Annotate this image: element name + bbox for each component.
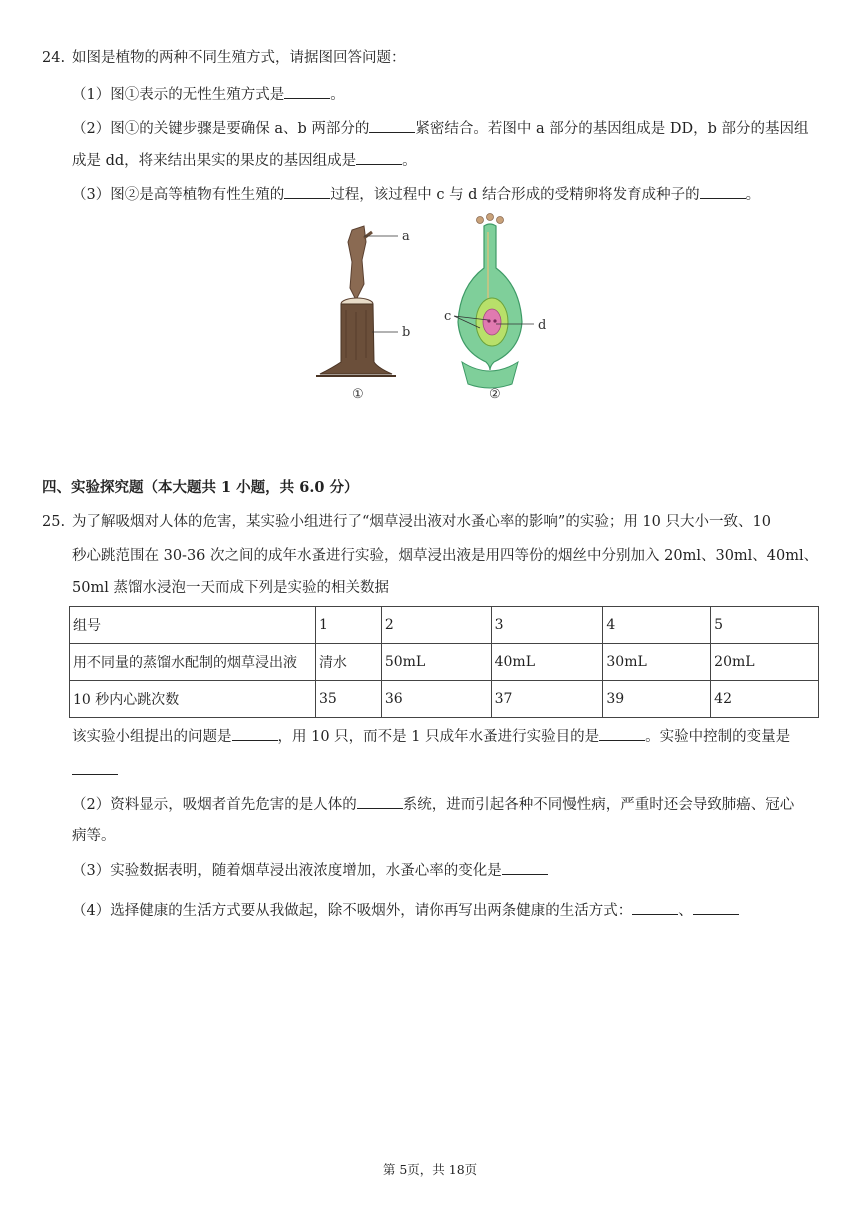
rootstock-illustration [316,298,396,376]
q24-p3-text-a: （3）图②是高等植物有性生殖的 [72,187,285,203]
answer-blank[interactable] [356,150,402,165]
table-cell: 用不同量的蒸馏水配制的烟草浸出液 [70,644,316,681]
table-row [70,644,819,681]
answer-blank[interactable] [700,184,746,199]
question-25-part1-blank-line [72,760,118,781]
section-title: 四、实验探究题（本大题共 1 小题，共 6.0 分） [42,479,359,496]
scion-illustration [348,226,372,300]
answer-blank[interactable] [693,900,739,915]
label-b: b [402,325,411,340]
table-cell: 5 [711,607,819,644]
answer-blank[interactable] [502,860,548,875]
question-25-line2: 秒心跳范围在 30-36 次之间的成年水蚤进行实验，烟草浸出液是用四等份的烟丝中分别加入 20ml、30ml、40ml、 [72,548,819,564]
caption-1: ① [352,387,364,402]
question-25-line3: 50ml 蒸馏水浸泡一天而成下列是实验的相关数据 [72,580,389,596]
table-cell: 39 [603,681,711,718]
caption-2: ② [489,387,501,402]
q25-p1-text-c: 。实验中控制的变量是 [645,729,791,745]
q24-p2-text-c: 成是 dd，将来结出果实的果皮的基因组成是 [72,153,357,169]
page-footer: 第 5页，共 18页 [382,1162,478,1177]
question-25-part2 [72,794,794,815]
question-25-line1: 为了解吸烟对人体的危害，某实验小组进行了“烟草浸出液对水蚤心率的影响”的实验；用 10 只大小一致、10 [72,514,771,530]
question-25-part3 [72,860,548,881]
question-24-part1 [72,84,345,105]
table-cell: 组号 [70,607,316,644]
table-cell: 30mL [603,644,711,681]
q24-p3-text-b: 过程，该过程中 c 与 d 结合形成的受精卵将发育成种子的 [330,187,700,203]
q24-p2-text-a: （2）图①的关键步骤是要确保 a、b 两部分的 [72,121,370,137]
q25-p2-text-a: （2）资料显示，吸烟者首先危害的是人体的 [72,797,357,813]
table-cell: 清水 [315,644,381,681]
table-cell: 1 [315,607,381,644]
table-row [70,681,819,718]
answer-blank[interactable] [284,184,330,199]
q25-p1-text-b: ，用 10 只，而不是 1 只成年水蚤进行实验目的是 [277,729,600,745]
q24-p3-end: 。 [745,187,761,203]
q24-p2-text-b: 紧密结合。若图中 a 部分的基因组成是 DD，b 部分的基因组 [415,121,809,137]
answer-blank[interactable] [284,84,330,99]
question-24-number: 24. [42,50,66,66]
answer-blank[interactable] [369,118,415,133]
table-cell: 37 [491,681,603,718]
figure-illustration [312,212,562,408]
q24-p1-text: （1）图①表示的无性生殖方式是 [72,87,285,103]
table-cell: 50mL [381,644,491,681]
experiment-data-table [69,606,819,718]
table-cell: 20mL [711,644,819,681]
answer-blank[interactable] [632,900,678,915]
table-cell: 42 [711,681,819,718]
question-25-part4 [72,900,739,921]
plant-reproduction-figure [312,212,562,408]
table-cell: 2 [381,607,491,644]
table-cell: 3 [491,607,603,644]
q25-p4-text: （4）选择健康的生活方式要从我做起，除不吸烟外，请你再写出两条健康的生活方式： [72,903,633,919]
question-24-stem: 如图是植物的两种不同生殖方式，请据图回答问题： [72,50,406,66]
q25-p1-text-a: 该实验小组提出的问题是 [72,729,232,745]
question-24-part2-cont [72,150,417,171]
table-cell: 10 秒内心跳次数 [70,681,316,718]
q24-p2-end: 。 [402,153,417,169]
question-25-number: 25. [42,514,66,530]
table-cell: 36 [381,681,491,718]
table-cell: 4 [603,607,711,644]
answer-blank[interactable] [232,726,278,741]
answer-blank[interactable] [72,760,118,775]
table-row [70,607,819,644]
pistil-illustration [458,214,522,389]
label-d: d [538,318,547,333]
q25-p2-text-b: 系统，进而引起各种不同慢性病，严重时还会导致肺癌、冠心 [402,797,795,813]
q24-p1-end: 。 [330,87,345,103]
q25-p3-text: （3）实验数据表明，随着烟草浸出液浓度增加，水蚤心率的变化是 [72,863,502,879]
question-25-part1 [72,726,790,747]
answer-blank[interactable] [599,726,645,741]
question-24-part2 [72,118,809,139]
label-a: a [402,229,410,244]
label-c: c [444,309,452,324]
question-25-part2-cont: 病等。 [72,828,116,844]
question-24-part3 [72,184,760,205]
table-cell: 40mL [491,644,603,681]
q25-p4-separator: 、 [678,903,693,919]
table-cell: 35 [315,681,381,718]
answer-blank[interactable] [357,794,403,809]
